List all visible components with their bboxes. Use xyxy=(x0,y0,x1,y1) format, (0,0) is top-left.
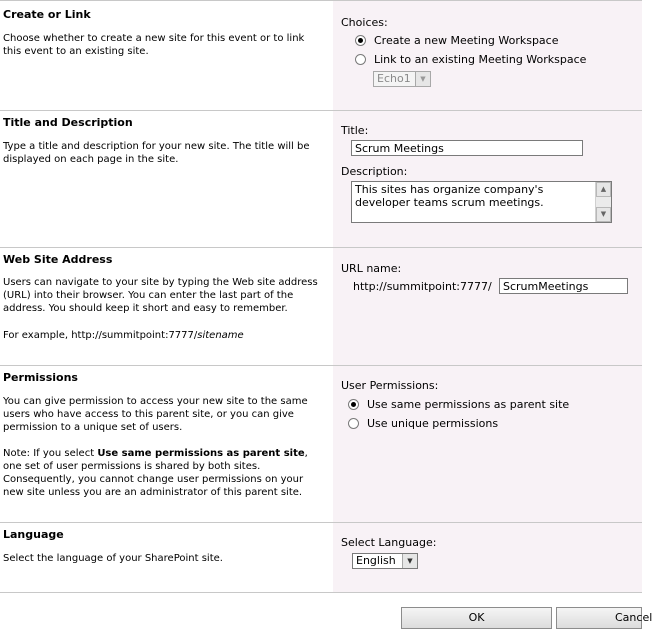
language-value: English xyxy=(356,554,396,567)
radio-unique-permissions[interactable] xyxy=(348,417,498,430)
radio-create-new[interactable] xyxy=(355,34,559,47)
description-text: This sites has organize company's developer teams scrum meetings. xyxy=(355,183,547,209)
section-description: Choose whether to create a new site for this event or to link this event to an existing site. xyxy=(3,33,305,57)
radio-link-existing[interactable] xyxy=(355,53,586,66)
title-label: Title: xyxy=(341,124,369,137)
url-name-input[interactable]: ScrumMeetings xyxy=(499,278,628,294)
radio-button[interactable] xyxy=(348,418,359,429)
section-description: You can give permission to access your new site to the same users who have access to this parent site, or you can give permission to a unique set of users. xyxy=(3,396,308,433)
title-input[interactable]: Scrum Meetings xyxy=(351,140,583,156)
chevron-down-icon[interactable]: ▼ xyxy=(415,72,430,86)
section-description: Select the language of your SharePoint site. xyxy=(3,553,223,564)
section-title-description xyxy=(0,111,642,248)
permissions-note: Note: If you select Use same permissions as parent site, one set of user permissions is shared by both sites. Consequently, you cannot change user permissions on your new site unless you are an administrator of this parent site. xyxy=(3,448,308,498)
url-example: For example, http://summitpoint:7777/sitename xyxy=(3,330,244,341)
chevron-down-icon[interactable]: ▼ xyxy=(402,554,417,568)
section-controls xyxy=(333,523,642,592)
radio-label: Use unique permissions xyxy=(367,417,499,430)
select-language-label: Select Language: xyxy=(341,536,437,549)
radio-same-permissions[interactable] xyxy=(348,398,569,411)
url-prefix: http://summitpoint:7777/ xyxy=(353,280,492,293)
section-info xyxy=(0,1,333,110)
section-title: Title and Description xyxy=(3,116,133,129)
scroll-down-icon[interactable]: ▼ xyxy=(596,207,611,222)
choices-label: Choices: xyxy=(341,16,388,29)
textarea-scrollbar[interactable] xyxy=(595,182,611,222)
section-controls xyxy=(333,366,642,522)
language-select[interactable] xyxy=(352,553,418,569)
section-web-address xyxy=(0,248,642,366)
radio-label: Use same permissions as parent site xyxy=(367,398,570,411)
scroll-up-icon[interactable]: ▲ xyxy=(596,182,611,197)
section-info xyxy=(0,248,333,365)
section-info xyxy=(0,523,333,592)
radio-label: Create a new Meeting Workspace xyxy=(374,34,559,47)
existing-site-value: Echo1 xyxy=(377,72,411,85)
section-title: Create or Link xyxy=(3,8,91,21)
radio-button[interactable] xyxy=(355,35,366,46)
section-create-or-link xyxy=(0,1,642,111)
section-description: Users can navigate to your site by typing the Web site address (URL) into their browser. You can enter the last part of the address. You should keep it short and easy to remember. xyxy=(3,277,318,314)
radio-label: Link to an existing Meeting Workspace xyxy=(374,53,587,66)
ok-button[interactable]: OK xyxy=(401,607,552,629)
section-permissions xyxy=(0,366,642,523)
existing-site-select[interactable] xyxy=(373,71,431,87)
user-permissions-label: User Permissions: xyxy=(341,379,439,392)
section-controls xyxy=(333,1,642,110)
url-name-label: URL name: xyxy=(341,262,402,275)
radio-button[interactable] xyxy=(355,54,366,65)
description-textarea[interactable] xyxy=(351,181,612,223)
cancel-button[interactable]: Cancel xyxy=(556,607,642,629)
radio-button[interactable] xyxy=(348,399,359,410)
section-description: Type a title and description for your new site. The title will be displayed on each page in the site. xyxy=(3,141,310,165)
section-title: Web Site Address xyxy=(3,253,113,266)
section-title: Language xyxy=(3,528,64,541)
section-controls xyxy=(333,248,642,365)
section-language xyxy=(0,523,642,593)
section-info xyxy=(0,366,333,522)
description-label: Description: xyxy=(341,165,408,178)
section-controls xyxy=(333,111,642,247)
section-info xyxy=(0,111,333,247)
section-title: Permissions xyxy=(3,371,78,384)
